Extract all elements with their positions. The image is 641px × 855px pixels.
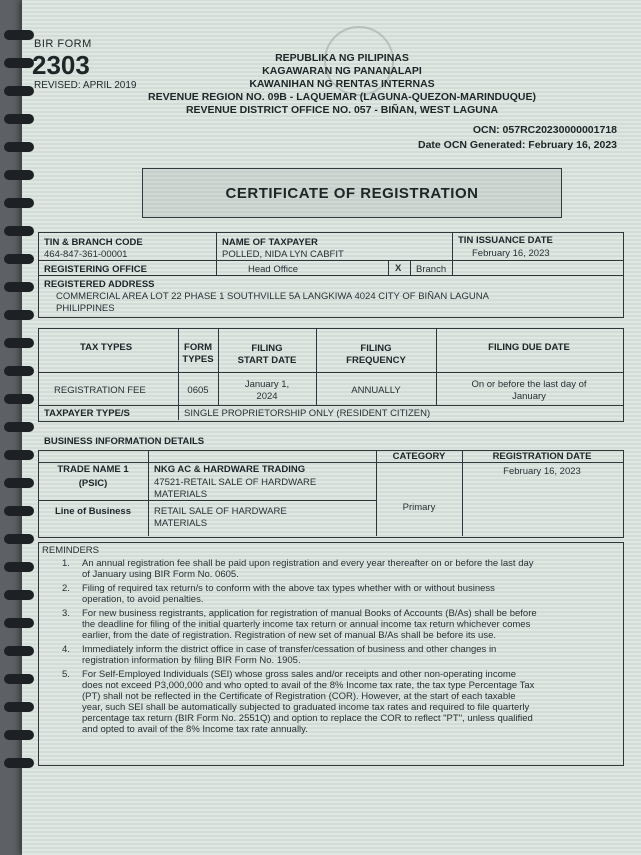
binder-ring [4,422,34,432]
divider [376,450,377,536]
binder-ring [4,254,34,264]
taxpayer-type-label: TAXPAYER TYPE/S [44,408,130,419]
divider [462,450,463,536]
form-number: 2303 [32,50,90,80]
reminder-text: year, such SEI shall be automatically subjected to graduated income tax rates and required to file quarterly [82,702,530,713]
reminder-text: For new business registrants, application for registration of manual Books of Accounts (B/As) shall be before [82,608,537,619]
registration-date-value: February 16, 2023 [503,466,581,477]
line-of-business-label: Line of Business [54,506,131,517]
binder-ring [4,30,34,40]
address-line: COMMERCIAL AREA LOT 22 PHASE 1 SOUTHVILLE 5A LANGKIWA 4024 CITY OF BIÑAN LAGUNA [56,291,489,302]
reminder-number: 2. [62,583,70,594]
binder-ring [4,86,34,96]
binder-ring [4,590,34,600]
taxpayer-name-label: NAME OF TAXPAYER [222,237,318,248]
header-line: REVENUE REGION NO. 09B - LAQUEMAR (LAGUNA-QUEZON-MARINDUQUE) [148,91,536,103]
divider [388,261,389,275]
binder-ring [4,506,34,516]
due-date-cell: On or before the last day of [471,379,587,390]
reminder-text: (PT) shall not be reflected in the Certificate of Registration (COR). However, at the start of each taxable [82,691,516,702]
divider [38,260,623,261]
branch-check-mark: X [395,263,402,274]
divider [38,372,623,373]
tin-label: TIN & BRANCH CODE [44,237,143,248]
start-date-cell: January 1, [244,379,290,390]
binder-ring [4,702,34,712]
issuance-date: February 16, 2023 [472,248,550,259]
binder-ring [4,366,34,376]
binder-ring [4,142,34,152]
issuance-label: TIN ISSUANCE DATE [458,235,553,246]
col-form-types: FORM [184,342,212,353]
business-info-title: BUSINESS INFORMATION DETAILS [44,436,205,447]
branch-option: Branch [416,264,447,275]
address-line: PHILIPPINES [56,303,115,314]
divider [38,500,376,501]
trade-name-value: NKG AC & HARDWARE TRADING [154,464,306,475]
binder-ring [4,394,34,404]
reminders-title: REMINDERS [42,545,100,556]
trade-name-label: TRADE NAME 1 [57,464,129,475]
divider [216,232,217,275]
divider [452,232,453,275]
binder-ring [4,282,34,292]
divider [38,405,623,406]
start-date-cell: 2024 [256,391,278,402]
reminder-text: of January using BIR Form No. 0605. [82,569,239,580]
binder-ring [4,338,34,348]
reminder-text: Filing of required tax return/s to conform with the above tax types whether with or without business [82,583,495,594]
binder-ring [4,534,34,544]
reminder-text: earlier, from the date of registration. Registration of new set of manual B/As shall be before its use. [82,630,496,641]
reminder-text: registration information by filing BIR Form No. 1905. [82,655,301,666]
col-filing-start: START DATE [237,355,297,366]
binder-ring [4,562,34,572]
category-label: CATEGORY [392,451,446,462]
registration-date-label: REGISTRATION DATE [492,451,592,462]
col-filing-due: FILING DUE DATE [488,342,570,353]
taxpayer-name-value: POLLED, NIDA LYN CABFIT [222,249,344,260]
frequency-cell: ANNUALLY [351,385,401,396]
binder-ring [4,674,34,684]
col-filing-frequency: FREQUENCY [346,355,406,366]
reminder-text: percentage tax return (BIR Form No. 2551Q) and option to replace the COR to reflect "PT", unless qualified [82,713,533,724]
reminder-number: 3. [62,608,70,619]
col-form-types: TYPES [182,354,214,365]
reminder-text: Immediately inform the district office in case of transfer/cessation of business and other changes in [82,644,497,655]
due-date-cell: January [512,391,546,402]
registering-office-label: REGISTERING OFFICE [44,264,147,275]
divider [38,462,623,463]
reminder-text: and opted to avail of the 8% Income tax rate annually. [82,724,308,735]
ocn-number: OCN: 057RC20230000001718 [472,124,617,136]
binder-ring [4,198,34,208]
psic-label: (PSIC) [78,478,108,489]
head-office-option: Head Office [248,264,298,275]
col-filing-start: FILING [251,343,283,354]
psic-value: MATERIALS [154,489,208,500]
binder-ring [4,58,34,68]
reminder-text: the deadline for filing of the initial quarterly income tax return or annual income tax return whichever comes [82,619,531,630]
form-label: BIR FORM [34,38,92,50]
divider [178,405,179,420]
tax-type-cell: REGISTRATION FEE [54,385,146,396]
binder-ring [4,758,34,768]
address-label: REGISTERED ADDRESS [44,279,155,290]
tin-value: 464-847-361-00001 [44,249,128,260]
certificate-title: CERTIFICATE OF REGISTRATION [142,168,562,218]
reminder-text: does not exceed P3,000,000 and who opted to avail of the 8% Income tax rate, the tax type Percentage Tax [82,680,535,691]
taxpayer-type-value: SINGLE PROPRIETORSHIP ONLY (RESIDENT CITIZEN) [184,408,431,419]
binder-ring [4,114,34,124]
divider [148,450,149,536]
col-tax-types: TAX TYPES [80,342,133,353]
binder-ring [4,478,34,488]
header-line: KAWANIHAN NG RENTAS INTERNAS [249,78,435,90]
category-value: Primary [402,502,436,513]
divider [38,275,623,276]
reminder-number: 4. [62,644,70,655]
binder-ring [4,618,34,628]
header-line: REPUBLIKA NG PILIPINAS [275,52,409,64]
header-line: REVENUE DISTRICT OFFICE NO. 057 - BIÑAN, WEST LAGUNA [185,104,499,116]
certificate-page [22,0,641,855]
col-filing-frequency: FILING [360,343,392,354]
reminder-text: An annual registration fee shall be paid upon registration and every year thereafter on or before the last day [82,558,534,569]
binder-ring [4,646,34,656]
reminder-text: For Self-Employed Individuals (SEI) whose gross sales and/or receipts and other non-operating income [82,669,517,680]
reminder-number: 1. [62,558,70,569]
reminder-text: operation, to avoid penalties. [82,594,204,605]
form-revised: REVISED: APRIL 2019 [34,80,137,91]
binder-ring [4,450,34,460]
reminder-number: 5. [62,669,70,680]
psic-value: 47521-RETAIL SALE OF HARDWARE [154,477,317,488]
header-line: KAGAWARAN NG PANANALAPI [262,65,422,77]
line-of-business-value: MATERIALS [154,518,208,529]
binder-ring [4,730,34,740]
ocn-date: Date OCN Generated: February 16, 2023 [418,139,617,151]
line-of-business-value: RETAIL SALE OF HARDWARE [154,506,287,517]
divider [410,261,411,275]
binder-ring [4,310,34,320]
form-type-cell: 0605 [187,385,209,396]
binder-ring [4,170,34,180]
binder-ring [4,226,34,236]
